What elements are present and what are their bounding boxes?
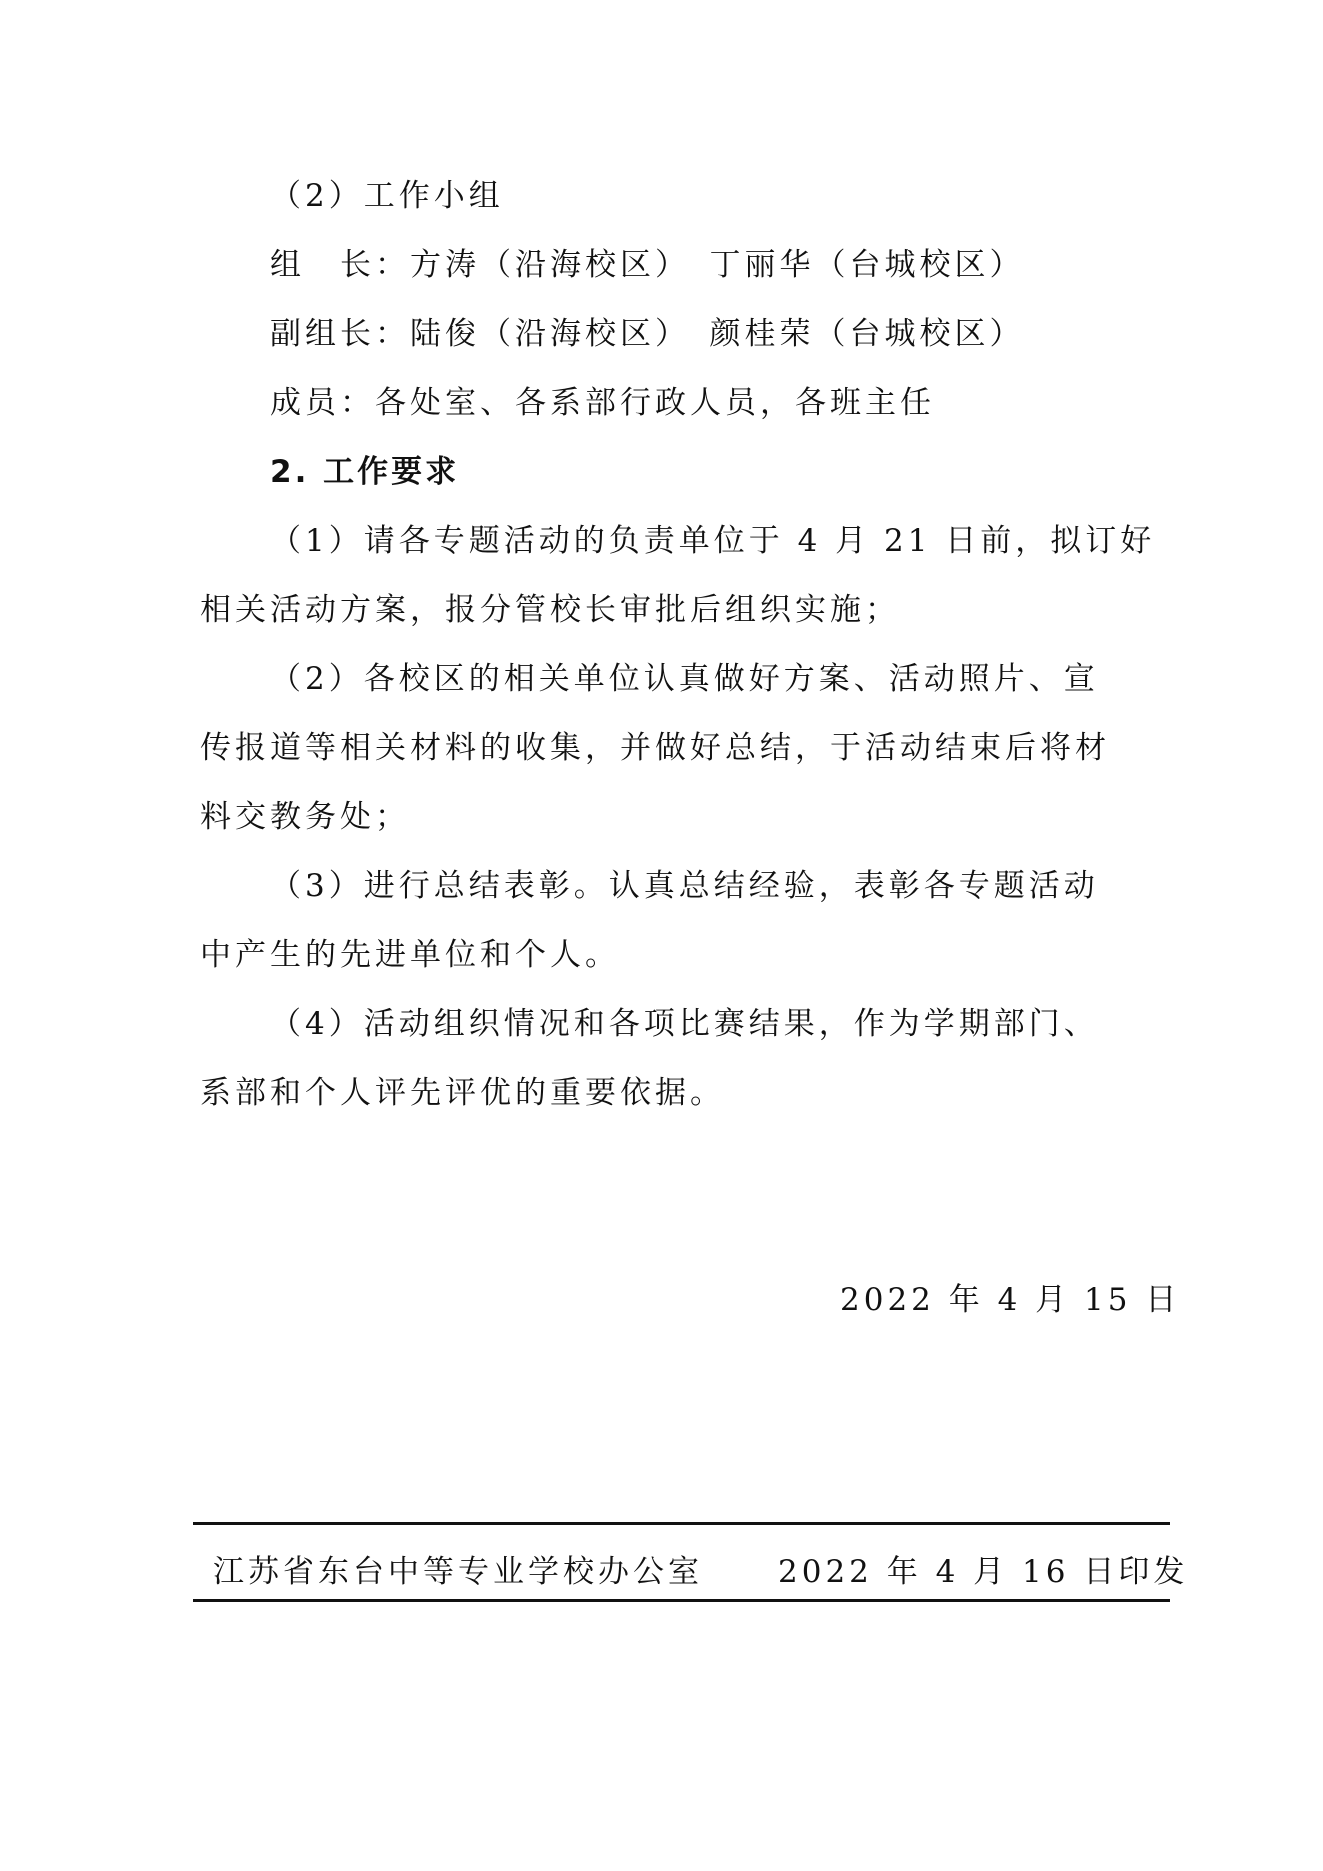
requirement-4-line-1: （4）活动组织情况和各项比赛结果，作为学期部门、 [270, 1006, 1099, 1042]
group-leader-line: 组 长：方涛（沿海校区） 丁丽华（台城校区） [270, 247, 1025, 283]
requirements-heading: 2. 工作要求 [270, 454, 460, 490]
deputy-leader-line: 副组长：陆俊（沿海校区） 颜桂荣（台城校区） [270, 316, 1025, 352]
requirement-4-line-2: 系部和个人评先评优的重要依据。 [200, 1075, 725, 1111]
signature-date: 2022 年 4 月 15 日 [840, 1282, 1181, 1318]
requirement-2-line-2: 传报道等相关材料的收集，并做好总结，于活动结束后将材 [200, 730, 1110, 766]
work-group-heading: （2）工作小组 [270, 178, 504, 214]
footer-issue-date: 2022 年 4 月 16 日印发 [778, 1554, 1189, 1590]
requirement-1-line-2: 相关活动方案，报分管校长审批后组织实施； [200, 592, 900, 628]
requirement-1-line-1: （1）请各专题活动的负责单位于 4 月 21 日前，拟订好 [270, 523, 1156, 559]
requirement-3-line-2: 中产生的先进单位和个人。 [200, 937, 620, 973]
requirement-2-line-1: （2）各校区的相关单位认真做好方案、活动照片、宣 [270, 661, 1099, 697]
requirement-2-line-3: 料交教务处； [200, 799, 410, 835]
footer-issuer: 江苏省东台中等专业学校办公室 [213, 1554, 703, 1590]
members-line: 成员：各处室、各系部行政人员，各班主任 [270, 385, 935, 421]
footer-bottom-rule [193, 1599, 1170, 1602]
footer-top-rule [193, 1522, 1170, 1525]
requirement-3-line-1: （3）进行总结表彰。认真总结经验，表彰各专题活动 [270, 868, 1099, 904]
